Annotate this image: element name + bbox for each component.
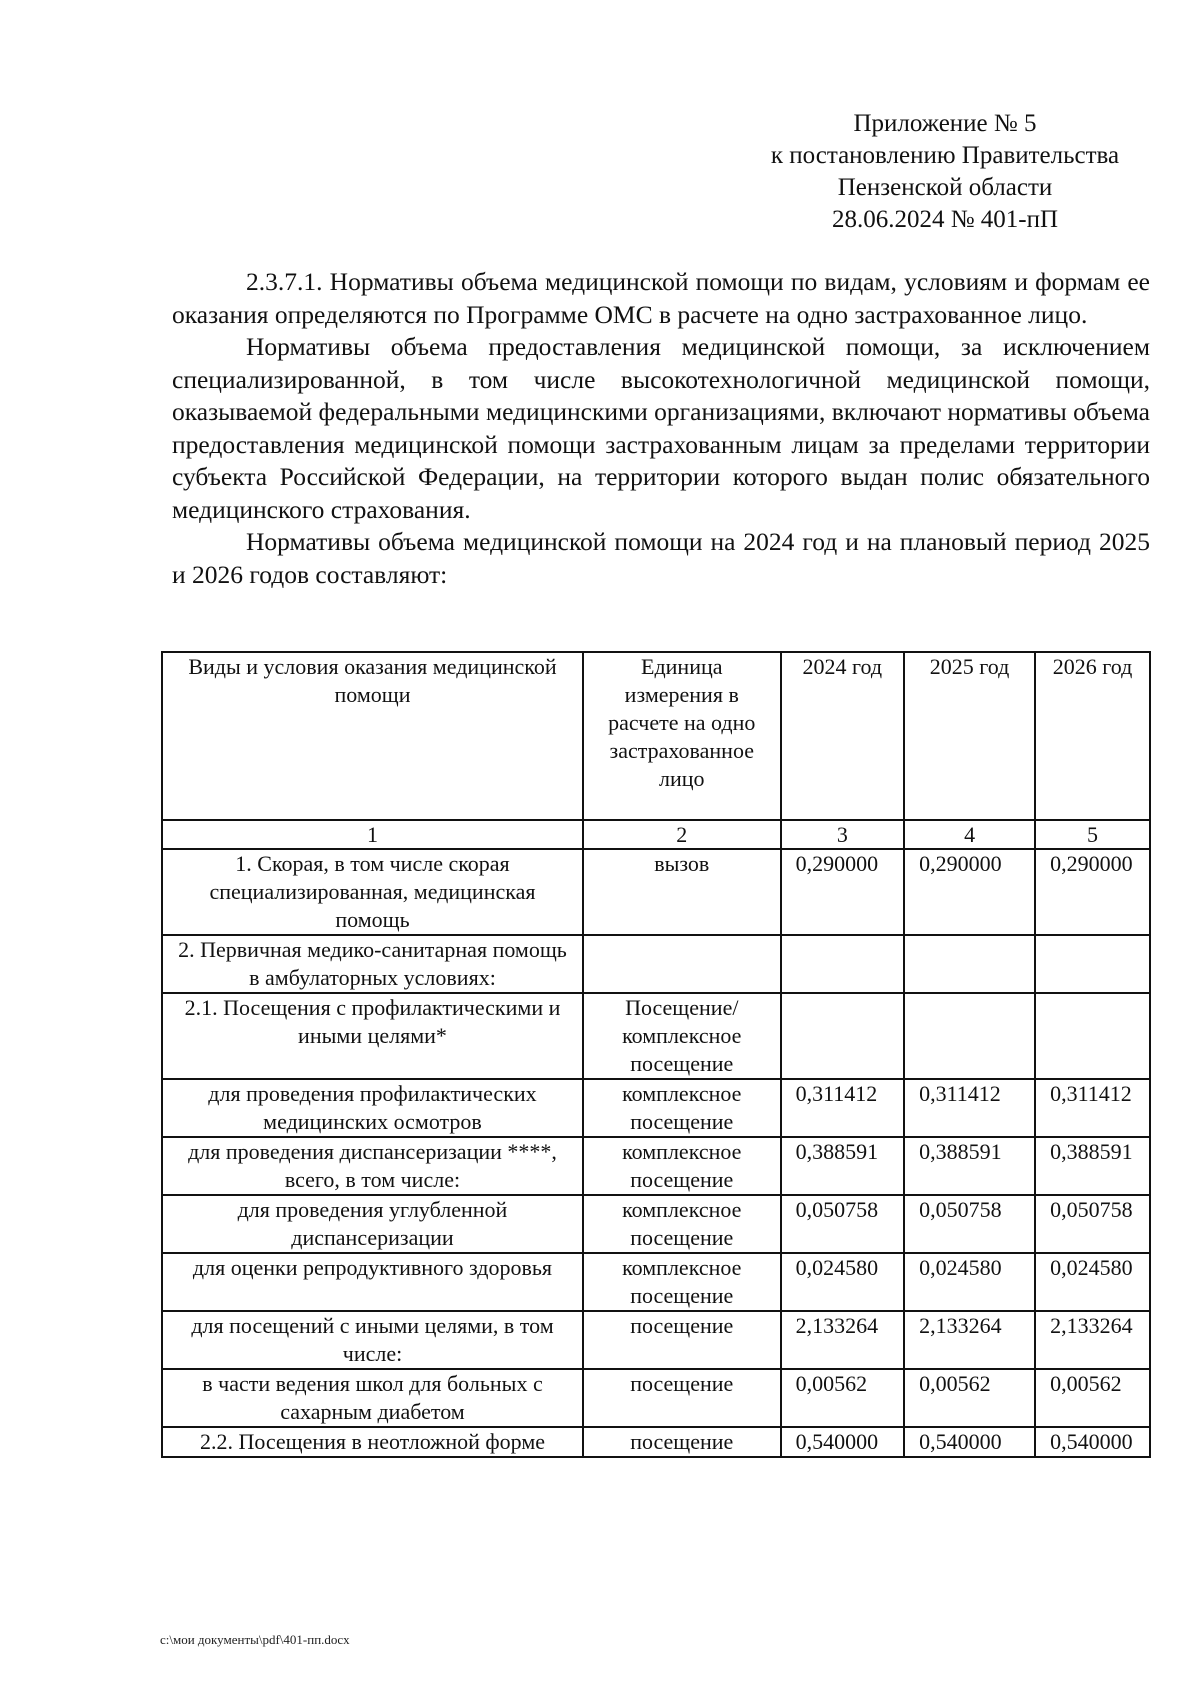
table-row xyxy=(162,993,1150,1079)
row-label: 2.1. Посещения с профилактическими и иными целями* xyxy=(162,993,583,1079)
column-header: 2025 год xyxy=(904,652,1035,820)
table-row xyxy=(162,1253,1150,1311)
row-value-2024 xyxy=(781,935,905,993)
row-value-2025: 0,290000 xyxy=(904,849,1035,935)
row-value-2024: 0,311412 xyxy=(781,1079,905,1137)
table-row xyxy=(162,935,1150,993)
table-row xyxy=(162,1195,1150,1253)
table-row xyxy=(162,1137,1150,1195)
column-header: 2026 год xyxy=(1035,652,1150,820)
column-number: 5 xyxy=(1035,820,1150,849)
row-value-2025: 0,388591 xyxy=(904,1137,1035,1195)
row-unit: комплексное посещение xyxy=(583,1195,781,1253)
appendix-region: Пензенской области xyxy=(837,174,1053,201)
row-value-2024 xyxy=(781,993,905,1079)
table-row xyxy=(162,1311,1150,1369)
column-number: 4 xyxy=(904,820,1035,849)
table-header-row xyxy=(162,652,1150,820)
table-row xyxy=(162,1427,1150,1457)
appendix-date-number: 28.06.2024 № 401-пП xyxy=(831,206,1059,233)
appendix-title: Приложение № 5 xyxy=(853,110,1037,137)
row-value-2025 xyxy=(904,993,1035,1079)
row-value-2026: 0,388591 xyxy=(1035,1137,1150,1195)
row-value-2025: 0,024580 xyxy=(904,1253,1035,1311)
column-header: 2024 год xyxy=(781,652,905,820)
row-label: для посещений с иными целями, в том числе: xyxy=(162,1311,583,1369)
row-value-2024: 0,540000 xyxy=(781,1427,905,1457)
paragraph: Нормативы объема медицинской помощи на 2024 год и на плановый период 2025 и 2026 годов составляют: xyxy=(172,527,1150,589)
column-number: 2 xyxy=(583,820,781,849)
row-unit: вызов xyxy=(583,849,781,935)
file-path-footer: c:\мои документы\pdf\401-пп.docx xyxy=(160,1632,350,1647)
row-value-2024: 0,050758 xyxy=(781,1195,905,1253)
column-header: Единица измерения в расчете на одно застрахованное лицо xyxy=(583,652,781,820)
row-value-2024: 2,133264 xyxy=(781,1311,905,1369)
paragraph: Нормативы объема предоставления медицинской помощи, за исключением специализированной, в том числе высокотехнологичной медицинской помощи, оказываемой федеральными медицинскими организациями, включают нормативы объема предоставления медицинской помощи застрахованным лицам за пределами территории субъекта Российской Федерации, на территории которого выдан полис обязательного медицинского страхования. xyxy=(172,332,1150,524)
column-number: 3 xyxy=(781,820,905,849)
table-row xyxy=(162,1369,1150,1427)
row-value-2026: 0,050758 xyxy=(1035,1195,1150,1253)
row-value-2024: 0,290000 xyxy=(781,849,905,935)
row-value-2026: 0,024580 xyxy=(1035,1253,1150,1311)
table-row xyxy=(162,849,1150,935)
volume-norms-table xyxy=(161,651,1151,1458)
row-label: для проведения углубленной диспансеризации xyxy=(162,1195,583,1253)
row-value-2025: 0,050758 xyxy=(904,1195,1035,1253)
row-label: в части ведения школ для больных с сахарным диабетом xyxy=(162,1369,583,1427)
appendix-header xyxy=(700,108,1190,236)
row-value-2025: 0,00562 xyxy=(904,1369,1035,1427)
row-value-2026 xyxy=(1035,993,1150,1079)
row-value-2026 xyxy=(1035,935,1150,993)
table-row xyxy=(162,1079,1150,1137)
row-unit: посещение xyxy=(583,1427,781,1457)
row-label: для проведения диспансеризации ****, всего, в том числе: xyxy=(162,1137,583,1195)
row-value-2025: 0,311412 xyxy=(904,1079,1035,1137)
row-value-2024: 0,024580 xyxy=(781,1253,905,1311)
row-unit xyxy=(583,935,781,993)
column-number-row xyxy=(162,820,1150,849)
row-value-2026: 2,133264 xyxy=(1035,1311,1150,1369)
appendix-resolution: к постановлению Правительства xyxy=(770,142,1120,169)
row-label: 2. Первичная медико-санитарная помощь в амбулаторных условиях: xyxy=(162,935,583,993)
row-label: 1. Скорая, в том числе скорая специализированная, медицинская помощь xyxy=(162,849,583,935)
row-label: для оценки репродуктивного здоровья xyxy=(162,1253,583,1311)
row-value-2025: 0,540000 xyxy=(904,1427,1035,1457)
row-value-2026: 0,290000 xyxy=(1035,849,1150,935)
body-text xyxy=(172,266,1150,591)
row-unit: посещение xyxy=(583,1369,781,1427)
row-value-2024: 0,00562 xyxy=(781,1369,905,1427)
row-value-2025 xyxy=(904,935,1035,993)
row-value-2026: 0,311412 xyxy=(1035,1079,1150,1137)
row-unit: комплексное посещение xyxy=(583,1137,781,1195)
row-unit: комплексное посещение xyxy=(583,1079,781,1137)
row-value-2026: 0,540000 xyxy=(1035,1427,1150,1457)
row-unit: комплексное посещение xyxy=(583,1253,781,1311)
row-value-2026: 0,00562 xyxy=(1035,1369,1150,1427)
column-header: Виды и условия оказания медицинской помощи xyxy=(162,652,583,820)
row-unit: Посещение/ комплексное посещение xyxy=(583,993,781,1079)
paragraph: 2.3.7.1. Нормативы объема медицинской помощи по видам, условиям и формам ее оказания определяются по Программе ОМС в расчете на одно застрахованное лицо. xyxy=(172,267,1150,329)
row-unit: посещение xyxy=(583,1311,781,1369)
row-label: 2.2. Посещения в неотложной форме xyxy=(162,1427,583,1457)
row-label: для проведения профилактических медицинских осмотров xyxy=(162,1079,583,1137)
row-value-2024: 0,388591 xyxy=(781,1137,905,1195)
row-value-2025: 2,133264 xyxy=(904,1311,1035,1369)
column-number: 1 xyxy=(162,820,583,849)
